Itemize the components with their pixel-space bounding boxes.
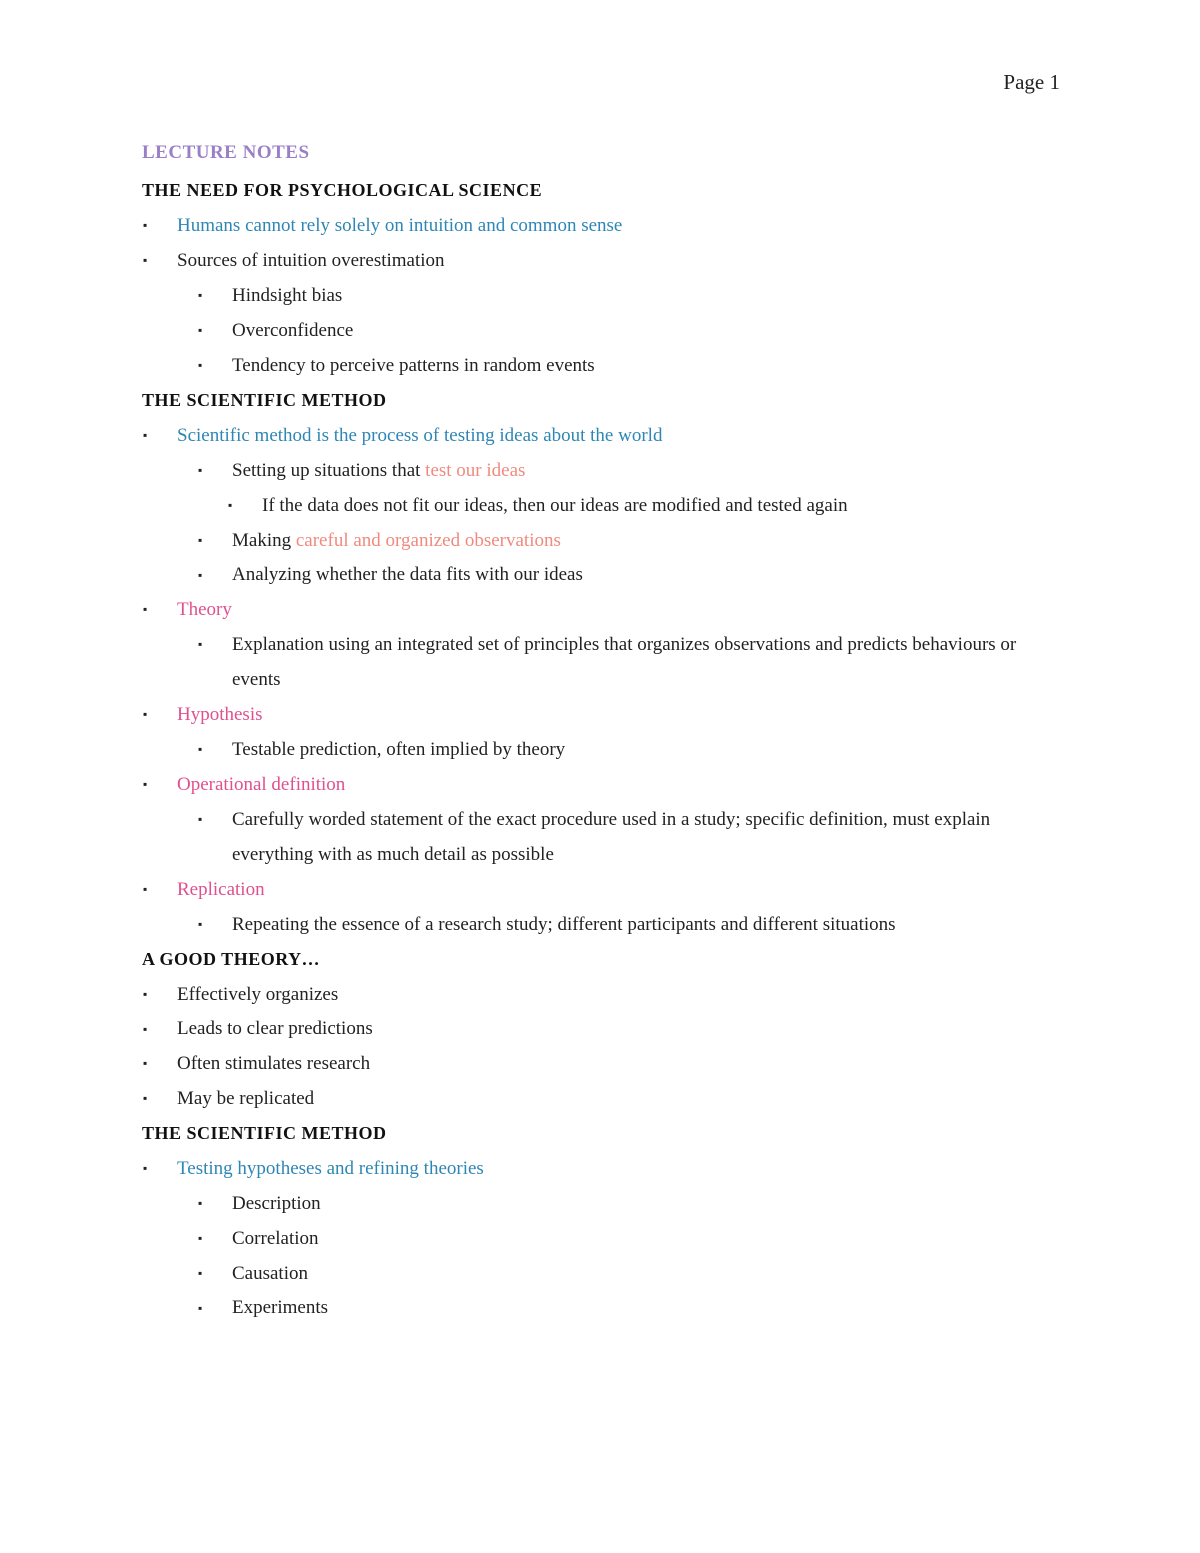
bullet-icon: ▪: [198, 637, 203, 651]
list-item: [142, 592, 1062, 627]
document-title: LECTURE NOTES: [142, 142, 310, 163]
highlighted-text: careful and organized observations: [295, 530, 561, 551]
list-item-text: Analyzing whether the data fits with our ideas: [232, 564, 583, 585]
list-item-text: Operational definition: [177, 774, 346, 795]
section-heading: THE SCIENTIFIC METHOD: [142, 1123, 387, 1143]
list-item-text: Leads to clear predictions: [177, 1018, 373, 1039]
list-item: [142, 872, 1062, 907]
list-item: [142, 348, 1062, 383]
list-item: [142, 1081, 1062, 1116]
bullet-icon: ▪: [198, 288, 203, 302]
list-item-text: If the data does not fit our ideas, then our ideas are modified and tested again: [262, 495, 848, 516]
bullet-icon: ▪: [143, 987, 148, 1001]
highlighted-text: test our ideas: [425, 460, 526, 481]
bullet-icon: ▪: [198, 323, 203, 337]
list-item-text: May be replicated: [177, 1088, 315, 1109]
bullet-icon: ▪: [143, 428, 148, 442]
list-item-text: Setting up situations that: [232, 460, 426, 481]
list-item-text: Effectively organizes: [177, 984, 339, 1005]
list-item: [142, 767, 1062, 802]
list-item-text: Description: [232, 1193, 321, 1214]
bullet-icon: ▪: [198, 1266, 203, 1280]
page-number: Page 1: [1003, 70, 1060, 94]
list-item-text: Tendency to perceive patterns in random events: [232, 355, 595, 376]
list-item-text: Causation: [232, 1263, 308, 1284]
section-heading: THE SCIENTIFIC METHOD: [142, 390, 387, 410]
list-item-text: Repeating the essence of a research study; different participants and different situations: [232, 914, 896, 935]
list-item-text: Often stimulates research: [177, 1053, 371, 1074]
bullet-icon: ▪: [198, 463, 203, 477]
list-item-text: Sources of intuition overestimation: [177, 250, 445, 271]
bullet-icon: ▪: [198, 1301, 203, 1315]
list-item-text: Testable prediction, often implied by theory: [232, 739, 566, 760]
bullet-icon: ▪: [143, 1091, 148, 1105]
list-item: [142, 1221, 1062, 1256]
list-item-text: Making: [232, 530, 296, 551]
bullet-icon: ▪: [143, 777, 148, 791]
bullet-icon: ▪: [228, 498, 233, 512]
list-item-text: Correlation: [232, 1228, 319, 1249]
list-item-text: Carefully worded statement of the exact procedure used in a study; specific definition, must explain everything with as much detail as possible: [232, 809, 991, 865]
list-item-text: Hindsight bias: [232, 285, 343, 306]
list-item: [142, 243, 1062, 278]
list-item: [142, 697, 1062, 732]
bullet-icon: ▪: [198, 568, 203, 582]
list-item: [142, 732, 1062, 767]
bullet-icon: ▪: [198, 358, 203, 372]
document-body: [142, 138, 1062, 1325]
list-item-text: Humans cannot rely solely on intuition and common sense: [177, 215, 623, 236]
bullet-icon: ▪: [198, 917, 203, 931]
bullet-icon: ▪: [198, 742, 203, 756]
list-item: [142, 1256, 1062, 1291]
list-item: [142, 1012, 1062, 1046]
list-item: [142, 278, 1062, 313]
bullet-icon: ▪: [143, 1056, 148, 1070]
list-item-text: Replication: [177, 879, 265, 900]
bullet-icon: ▪: [143, 882, 148, 896]
list-item: [142, 977, 1062, 1012]
list-item: [142, 313, 1062, 348]
list-item: [142, 558, 1062, 592]
section-heading: THE NEED FOR PSYCHOLOGICAL SCIENCE: [142, 180, 543, 200]
list-item-text: Overconfidence: [232, 320, 354, 341]
bullet-icon: ▪: [143, 602, 148, 616]
bullet-icon: ▪: [198, 812, 203, 826]
bullet-icon: ▪: [143, 253, 148, 267]
list-item: [142, 1151, 1062, 1186]
section-heading: A GOOD THEORY…: [142, 949, 321, 969]
list-item: [142, 627, 1062, 697]
list-item-text: Experiments: [232, 1297, 329, 1318]
list-item: [142, 1046, 1062, 1081]
bullet-icon: ▪: [198, 1196, 203, 1210]
bullet-icon: ▪: [198, 1231, 203, 1245]
list-item-text: Explanation using an integrated set of principles that organizes observations and predicts behaviours or events: [232, 634, 1017, 690]
list-item: [142, 523, 1062, 558]
list-item: [142, 907, 1062, 942]
list-item: [142, 1291, 1062, 1325]
list-item-text: Hypothesis: [177, 704, 263, 725]
list-item-text: Testing hypotheses and refining theories: [177, 1158, 484, 1179]
bullet-icon: ▪: [198, 533, 203, 547]
list-item: [142, 453, 1062, 488]
list-item: [142, 488, 1062, 523]
bullet-icon: ▪: [143, 1161, 148, 1175]
bullet-icon: ▪: [143, 218, 148, 232]
bullet-icon: ▪: [143, 1022, 148, 1036]
list-item: [142, 1186, 1062, 1221]
list-item: [142, 418, 1062, 453]
list-item: [142, 802, 1062, 872]
list-item: [142, 208, 1062, 243]
list-item-text: Theory: [177, 599, 232, 620]
bullet-icon: ▪: [143, 707, 148, 721]
list-item-text: Scientific method is the process of testing ideas about the world: [177, 425, 663, 446]
